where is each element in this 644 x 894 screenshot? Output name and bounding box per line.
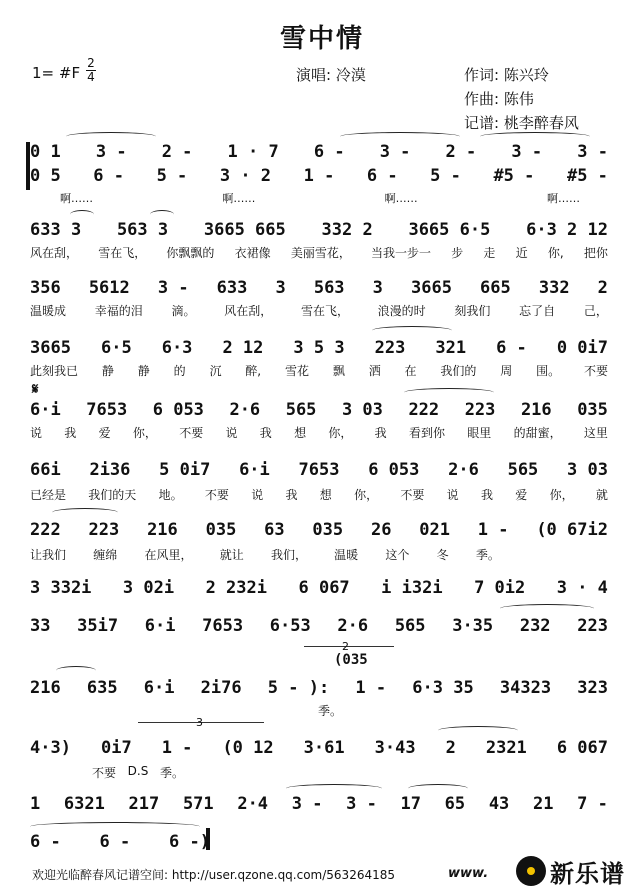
notator-credit: 记谱: 桃李醉春风 bbox=[464, 114, 579, 132]
lyric-word: 在风里， bbox=[144, 548, 193, 562]
note-group: 6·i bbox=[144, 616, 176, 636]
note-group: 7653 bbox=[298, 460, 340, 480]
intro-note: 3 - bbox=[379, 142, 411, 162]
lyric-word: 爱 bbox=[98, 426, 111, 440]
intro-upper-voice bbox=[30, 140, 608, 162]
note-group: 6·3 2 12 bbox=[526, 220, 608, 240]
lyric-word: 你飘飘的 bbox=[166, 246, 215, 260]
lyric-line-10 bbox=[92, 764, 184, 780]
final-barline bbox=[206, 828, 210, 850]
lyric-word: 沉 bbox=[209, 364, 222, 378]
lyric-word: 美丽雪花， bbox=[290, 246, 351, 260]
lyric-word: 风在刮， bbox=[224, 304, 273, 318]
lyric-line-4 bbox=[30, 424, 608, 440]
lyric-word: 我 bbox=[374, 426, 387, 440]
score-line-1 bbox=[30, 218, 608, 240]
note-group: 1 - bbox=[161, 738, 193, 758]
lyric-word: 爱 bbox=[515, 488, 528, 502]
note-group: 21 bbox=[532, 794, 554, 814]
lyric-word: 忘了自 bbox=[519, 304, 556, 318]
note-group: 035 bbox=[312, 520, 344, 540]
note-group: 2·4 bbox=[237, 794, 269, 814]
note-group: 223 bbox=[577, 616, 608, 636]
composer-credit: 作曲: 陈伟 bbox=[464, 90, 534, 108]
note-group: 223 bbox=[88, 520, 120, 540]
lyric-word: 围。 bbox=[536, 364, 561, 378]
lyric-word: 季。 bbox=[475, 548, 500, 562]
note-group: 43 bbox=[488, 794, 510, 814]
note-group: 7 - bbox=[577, 794, 608, 814]
lyric-word: 刻我们 bbox=[454, 304, 491, 318]
note-group: 2 bbox=[445, 738, 456, 758]
note-group: 3·35 bbox=[452, 616, 494, 636]
note-group: 565 bbox=[285, 400, 317, 420]
intro-note: 3 - bbox=[577, 142, 608, 162]
note-group: 6 - bbox=[496, 338, 527, 358]
disc-logo-icon bbox=[516, 856, 546, 886]
note-group: 3 - bbox=[157, 278, 189, 298]
score-line-4 bbox=[30, 398, 608, 420]
lyric-word: 把你 bbox=[583, 246, 608, 260]
note-group: 321 bbox=[435, 338, 467, 358]
note-group: 7 0i2 bbox=[474, 578, 526, 598]
note-group: 33 bbox=[30, 616, 51, 636]
lyric-word: 眼里 bbox=[467, 426, 492, 440]
score-line-2 bbox=[30, 276, 608, 298]
volta-2-label: 2 bbox=[342, 640, 349, 653]
note-group: 0i7 bbox=[100, 738, 132, 758]
note-group: 216 bbox=[520, 400, 552, 420]
time-top: 2 bbox=[87, 56, 95, 70]
lyric-word: 就让 bbox=[219, 548, 244, 562]
lyric-word: 你， bbox=[328, 426, 353, 440]
segno-sign: 𝄋 bbox=[32, 380, 39, 398]
intro-note: 6 - bbox=[93, 166, 124, 186]
note-group: 571 bbox=[182, 794, 214, 814]
note-group: 6·i bbox=[239, 460, 270, 480]
note-group: 6 - bbox=[30, 832, 61, 852]
watermark-dots: www. bbox=[448, 866, 489, 881]
note-group: 035 bbox=[205, 520, 237, 540]
intro-note: #5 - bbox=[493, 166, 535, 186]
lyric-word: 洒 bbox=[368, 364, 381, 378]
note-group: 565 bbox=[507, 460, 539, 480]
lyric-word: 冬 bbox=[436, 548, 449, 562]
lyric-word: 说 bbox=[30, 426, 43, 440]
intro-note: 3 - bbox=[511, 142, 543, 162]
note-group: 6 - bbox=[99, 832, 131, 852]
note-group: 635 bbox=[86, 678, 118, 698]
lyric-word: 你， bbox=[549, 488, 574, 502]
volta-2-bracket bbox=[304, 646, 394, 647]
note-group: 633 bbox=[216, 278, 248, 298]
note-group: 3 02i bbox=[122, 578, 175, 598]
note-group: 3665 bbox=[30, 338, 71, 358]
intro-lower-voice bbox=[30, 164, 608, 186]
note-group: (0 67i2 bbox=[536, 520, 608, 540]
lyric-word: 啊…… bbox=[384, 192, 418, 205]
lyric-word: 我 bbox=[259, 426, 272, 440]
score-line-12 bbox=[30, 830, 210, 852]
note-group: 1 bbox=[30, 794, 41, 814]
note-group: 3 bbox=[372, 278, 383, 298]
intro-note: 2 - bbox=[161, 142, 193, 162]
lyric-word: 幸福的泪 bbox=[94, 304, 143, 318]
note-group: 2·6 bbox=[448, 460, 479, 480]
note-group: 6·i bbox=[143, 678, 175, 698]
note-group: 65 bbox=[444, 794, 466, 814]
lyric-word: 就 bbox=[595, 488, 608, 502]
note-group: 0 0i7 bbox=[556, 338, 608, 358]
volta-2-notes: (035 bbox=[334, 652, 368, 668]
note-group: 2 232i bbox=[205, 578, 267, 598]
note-group: 35i7 bbox=[77, 616, 119, 636]
lyric-word: 风在刮， bbox=[30, 246, 79, 260]
note-group: 3·61 bbox=[303, 738, 345, 758]
note-group: 5612 bbox=[88, 278, 130, 298]
note-group: 565 bbox=[394, 616, 426, 636]
note-group: 3·43 bbox=[374, 738, 416, 758]
note-group: 7653 bbox=[86, 400, 128, 420]
intro-note: 3 - bbox=[95, 142, 127, 162]
lyric-word: 你， bbox=[354, 488, 379, 502]
note-group: 222 bbox=[408, 400, 440, 420]
note-group: 3 03 bbox=[567, 460, 608, 480]
lyric-word: 不要 bbox=[92, 766, 117, 780]
note-group: 3 - bbox=[291, 794, 323, 814]
lyric-word: 浪漫的时 bbox=[377, 304, 426, 318]
lyric-word: 不要 bbox=[400, 488, 425, 502]
note-group: 66i bbox=[30, 460, 61, 480]
lyric-word: 己， bbox=[583, 304, 608, 318]
lyric-word: 啊…… bbox=[60, 192, 93, 205]
score-line-5 bbox=[30, 458, 608, 480]
lyric-word: 我们， bbox=[270, 548, 307, 562]
note-group: 6 053 bbox=[152, 400, 204, 420]
lyric-line-1 bbox=[30, 244, 608, 260]
key-signature: 1= #F bbox=[32, 64, 81, 82]
time-bottom: 4 bbox=[87, 70, 95, 84]
note-group: i i32i bbox=[381, 578, 443, 598]
lyric-line-5 bbox=[30, 486, 608, 502]
lyric-word: 不要 bbox=[583, 364, 608, 378]
note-group: 3 - bbox=[346, 794, 377, 814]
intro-note: 0 5 bbox=[30, 166, 61, 186]
score-line-11 bbox=[30, 792, 608, 814]
singer-credit: 演唱: 冷漠 bbox=[296, 66, 366, 84]
lyric-word: 你, bbox=[547, 246, 564, 260]
note-group: 3 bbox=[275, 278, 286, 298]
score-line-3 bbox=[30, 336, 608, 358]
intro-note: 3 · 2 bbox=[219, 166, 272, 186]
intro-note: 5 - bbox=[156, 166, 188, 186]
note-group: 356 bbox=[30, 278, 61, 298]
intro-note: #5 - bbox=[566, 166, 608, 186]
note-group: 665 bbox=[480, 278, 511, 298]
note-group: 217 bbox=[128, 794, 160, 814]
lyric-word: 不要 bbox=[204, 488, 229, 502]
lyric-word: 想 bbox=[294, 426, 307, 440]
intro-lyric bbox=[60, 190, 580, 206]
note-group: (0 12 bbox=[222, 738, 274, 758]
lyric-word: D.S bbox=[127, 764, 149, 778]
lyric-word: 近 bbox=[515, 246, 528, 260]
lyric-word: 我 bbox=[480, 488, 493, 502]
note-group: 6·3 bbox=[161, 338, 193, 358]
volta-3-label: 3 bbox=[196, 716, 203, 729]
note-group: 232 bbox=[519, 616, 551, 636]
footer-credit: 欢迎光临醉春风记谱空间: http://user.qzone.qq.com/563264185 bbox=[32, 868, 396, 882]
note-group: 6321 bbox=[63, 794, 105, 814]
note-group: 2·6 bbox=[229, 400, 261, 420]
lyric-word: 已经是 bbox=[30, 488, 67, 502]
note-group: 63 bbox=[264, 520, 285, 540]
note-group: 3665 665 bbox=[203, 220, 286, 240]
lyric-word: 衣裙像 bbox=[234, 246, 271, 260]
score-line-7 bbox=[30, 576, 608, 598]
lyric-word: 这个 bbox=[385, 548, 410, 562]
lyricist-credit: 作词: 陈兴玲 bbox=[464, 66, 549, 84]
song-title: 雪中情 bbox=[279, 24, 364, 54]
lyric-word: 雪花 bbox=[284, 364, 309, 378]
note-group: 26 bbox=[370, 520, 392, 540]
lyric-word: 让我们 bbox=[30, 548, 67, 562]
note-group: 3665 bbox=[410, 278, 452, 298]
note-group: 6·i bbox=[30, 400, 61, 420]
note-group: 6·53 bbox=[269, 616, 311, 636]
note-group: 1 - bbox=[355, 678, 387, 698]
lyric-word: 说 bbox=[251, 488, 264, 502]
brand-logo: 新乐谱 bbox=[550, 860, 625, 888]
lyric-word: 温暖 bbox=[334, 548, 359, 562]
lyric-word: 说 bbox=[225, 426, 238, 440]
note-group: 332 2 bbox=[321, 220, 373, 240]
lyric-word: 静 bbox=[137, 364, 150, 378]
note-group: 6 067 bbox=[298, 578, 350, 598]
note-group: 6·5 bbox=[100, 338, 132, 358]
lyric-word: 当我一步一 bbox=[371, 246, 432, 260]
lyric-word: 想 bbox=[319, 488, 332, 502]
note-group: 223 bbox=[464, 400, 496, 420]
note-group: 2i76 bbox=[200, 678, 242, 698]
note-group: 4·3) bbox=[30, 738, 71, 758]
note-group: 2i36 bbox=[89, 460, 131, 480]
intro-note: 0 1 bbox=[30, 142, 61, 162]
note-group: 223 bbox=[374, 338, 406, 358]
lyric-word: 啊…… bbox=[222, 192, 256, 205]
lyric-word: 此刻我已 bbox=[30, 364, 79, 378]
score-line-9 bbox=[30, 676, 608, 698]
time-signature bbox=[86, 58, 96, 83]
note-group: 6 067 bbox=[556, 738, 608, 758]
lyric-word: 走 bbox=[483, 246, 496, 260]
lyric-word: 飘 bbox=[332, 364, 345, 378]
note-group: 2 bbox=[597, 278, 608, 298]
note-group: 34323 bbox=[499, 678, 552, 698]
lyric-word: 静 bbox=[101, 364, 114, 378]
note-group: 563 bbox=[313, 278, 345, 298]
lyric-line-6 bbox=[30, 546, 500, 562]
lyric-word: 地。 bbox=[158, 488, 183, 502]
lyric-word: 不要 bbox=[179, 426, 204, 440]
note-group: 563 3 bbox=[116, 220, 169, 240]
note-group: 3 332i bbox=[30, 578, 92, 598]
intro-note: 1 · 7 bbox=[227, 142, 279, 162]
lyric-word: 我们的天 bbox=[88, 488, 137, 502]
lyric-word: 你， bbox=[132, 426, 157, 440]
lyric-word: 在 bbox=[404, 364, 417, 378]
score-line-6 bbox=[30, 518, 608, 540]
note-group: 633 3 bbox=[30, 220, 82, 240]
note-group: 3 03 bbox=[341, 400, 383, 420]
lyric-word: 这里 bbox=[583, 426, 608, 440]
lyric-word: 我 bbox=[285, 488, 298, 502]
intro-note: 1 - bbox=[303, 166, 335, 186]
lyric-word: 温暖成 bbox=[30, 304, 67, 318]
note-group: 216 bbox=[30, 678, 61, 698]
note-group: 5 0i7 bbox=[159, 460, 211, 480]
note-group: 17 bbox=[400, 794, 421, 814]
lyric-word: 步 bbox=[451, 246, 464, 260]
lyric-line-9 bbox=[318, 702, 358, 718]
note-group: 6 -) bbox=[169, 832, 210, 852]
note-group: 035 bbox=[577, 400, 608, 420]
note-group: 6·3 35 bbox=[412, 678, 474, 698]
note-group: 3 · 4 bbox=[556, 578, 608, 598]
note-group: 3 5 3 bbox=[293, 338, 345, 358]
note-group: 5 - ): bbox=[267, 678, 330, 698]
intro-note: 2 - bbox=[445, 142, 477, 162]
lyric-word: 周 bbox=[500, 364, 513, 378]
note-group: 6 053 bbox=[368, 460, 420, 480]
note-group: 3665 6·5 bbox=[408, 220, 491, 240]
note-group: 2 12 bbox=[222, 338, 264, 358]
lyric-word: 滴。 bbox=[171, 304, 196, 318]
lyric-word: 季。 bbox=[318, 704, 343, 718]
score-line-10 bbox=[30, 736, 608, 758]
note-group: 021 bbox=[419, 520, 450, 540]
lyric-word: 啊…… bbox=[546, 192, 580, 205]
note-group: 332 bbox=[538, 278, 570, 298]
intro-note: 6 - bbox=[366, 166, 398, 186]
lyric-word: 的甜蜜， bbox=[513, 426, 562, 440]
note-group: 216 bbox=[147, 520, 178, 540]
lyric-word: 说 bbox=[446, 488, 459, 502]
note-group: 7653 bbox=[202, 616, 244, 636]
intro-note: 6 - bbox=[313, 142, 345, 162]
note-group: 2321 bbox=[485, 738, 527, 758]
lyric-word: 雪在飞， bbox=[98, 246, 147, 260]
note-group: 2·6 bbox=[337, 616, 369, 636]
score-line-8 bbox=[30, 614, 608, 636]
lyric-word: 我 bbox=[64, 426, 77, 440]
lyric-line-2 bbox=[30, 302, 608, 318]
lyric-word: 的 bbox=[173, 364, 186, 378]
lyric-word: 雪在飞， bbox=[300, 304, 349, 318]
lyric-line-3 bbox=[30, 362, 608, 378]
lyric-word: 缠绵 bbox=[93, 548, 118, 562]
lyric-word: 季。 bbox=[159, 766, 184, 780]
intro-note: 5 - bbox=[430, 166, 461, 186]
lyric-word: 醉, bbox=[245, 364, 262, 378]
note-group: 1 - bbox=[477, 520, 509, 540]
note-group: 323 bbox=[577, 678, 608, 698]
lyric-word: 我们的 bbox=[440, 364, 477, 378]
lyric-word: 看到你 bbox=[408, 426, 445, 440]
note-group: 222 bbox=[30, 520, 61, 540]
